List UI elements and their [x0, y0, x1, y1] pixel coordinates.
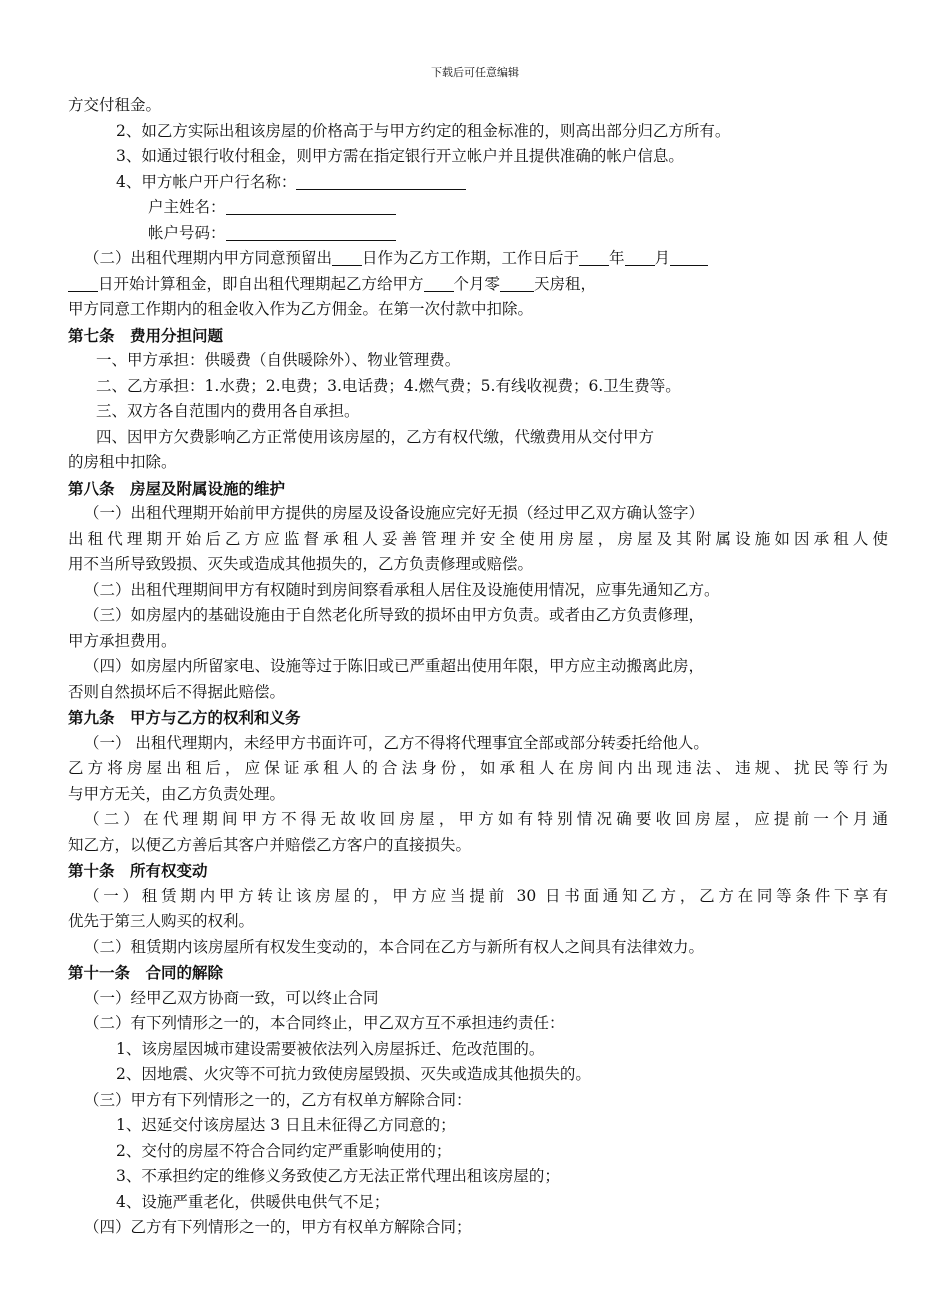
paragraph-line: （一）租赁期内甲方转让该房屋的，甲方应当提前 30 日书面通知乙方，乙方在同等条件下享有: [84, 886, 888, 905]
paragraph-line: （四）乙方有下列情形之一的，甲方有权单方解除合同；: [84, 1218, 472, 1236]
section-heading-11: 第十一条 合同的解除: [68, 963, 224, 982]
text-segment: 日作为乙方工作期，工作日后于: [362, 249, 580, 267]
page-header: 下载后可任意编辑: [431, 66, 519, 79]
paragraph-line: 的房租中扣除。: [68, 453, 177, 471]
section-heading-9: 第九条 甲方与乙方的权利和义务: [68, 708, 301, 727]
account-number-blank[interactable]: [226, 222, 396, 241]
paragraph-line: （三）如房屋内的基础设施由于自然老化所导致的损坏由甲方负责。或者由乙方负责修理，: [84, 606, 705, 624]
year-blank[interactable]: [579, 247, 609, 266]
bank-name-line: [68, 170, 888, 196]
day-blank-start[interactable]: [670, 247, 708, 266]
list-item: 3、不承担约定的维修义务致使乙方无法正常代理出租该房屋的；: [116, 1167, 560, 1185]
paragraph-line: （一）经甲乙双方协商一致，可以终止合同: [84, 988, 379, 1007]
work-days-blank[interactable]: [332, 247, 362, 266]
paragraph-line: 方交付租金。: [68, 96, 162, 114]
list-item: 1、该房屋因城市建设需要被依法列入房屋拆迁、危改范围的。: [116, 1039, 545, 1058]
paragraph-line: 用不当所导致毁损、灭失或造成其他损失的，乙方负责修理或赔偿。: [68, 555, 534, 573]
bank-name-blank[interactable]: [296, 171, 466, 190]
paragraph-line: （二）出租代理期间甲方有权随时到房间察看承租人居住及设施使用情况，应事先通知乙方。: [84, 580, 720, 599]
rent-start-line: [68, 272, 888, 298]
text-segment: 月: [654, 249, 671, 267]
paragraph-line: 2、如乙方实际出租该房屋的价格高于与甲方约定的租金标准的，则高出部分归乙方所有。: [116, 121, 731, 140]
paragraph-line: 优先于第三人购买的权利。: [68, 912, 255, 930]
paragraph-line: 乙方将房屋出租后，应保证承租人的合法身份，如承租人在房间内出现违法、违规、扰民等行为: [68, 759, 888, 777]
month-blank[interactable]: [625, 247, 655, 266]
account-holder-blank[interactable]: [226, 196, 396, 215]
paragraph-line: （一） 出租代理期内，未经甲方书面许可，乙方不得将代理事宜全部或部分转委托给他人。: [84, 733, 709, 752]
document-body: [68, 93, 888, 1241]
paragraph-line: 二、乙方承担：1.水费；2.电费；3.电话费；4.燃气费；5.有线收视费；6.卫生费等。: [96, 376, 681, 395]
text-segment: （二）出租代理期内甲方同意预留出: [84, 249, 333, 267]
text-segment: 个月零: [453, 274, 501, 293]
text-segment: 日开始计算租金，即自出租代理期起乙方给甲方: [98, 274, 424, 293]
account-number-label: 帐户号码：: [148, 223, 226, 242]
paragraph-line: （三）甲方有下列情形之一的，乙方有权单方解除合同：: [84, 1090, 472, 1109]
list-item: 4、设施严重老化，供暖供电供气不足；: [116, 1192, 390, 1211]
day-blank-end[interactable]: [68, 273, 98, 292]
paragraph-line: 四、因甲方欠费影响乙方正常使用该房屋的，乙方有权代缴，代缴费用从交付甲方: [96, 427, 655, 446]
paragraph-line: （二）有下列情形之一的，本合同终止，甲乙双方互不承担违约责任：: [84, 1014, 565, 1032]
paragraph-line: 3、如通过银行收付租金，则甲方需在指定银行开立帐户并且提供准确的帐户信息。: [116, 147, 684, 165]
paragraph-line: 出租代理期开始后乙方应监督承租人妥善管理并安全使用房屋，房屋及其附属设施如因承租人使: [68, 529, 888, 548]
work-period-line: [68, 246, 888, 272]
paragraph-line: （二）租赁期内该房屋所有权发生变动的，本合同在乙方与新所有权人之间具有法律效力。: [84, 937, 705, 956]
paragraph-line: 否则自然损坏后不得据此赔偿。: [68, 682, 286, 701]
section-heading-7: 第七条 费用分担问题: [68, 325, 224, 345]
section-heading-8: 第八条 房屋及附属设施的维护: [68, 478, 286, 498]
paragraph-line: （四）如房屋内所留家电、设施等过于陈旧或已严重超出使用年限，甲方应主动搬离此房，: [84, 657, 705, 675]
list-item: 2、因地震、火灾等不可抗力致使房屋毁损、灭失或造成其他损失的。: [116, 1065, 591, 1083]
months-blank[interactable]: [424, 273, 454, 292]
text-segment: 天房租，: [534, 274, 597, 293]
days-blank[interactable]: [500, 273, 534, 292]
paragraph-line: 知乙方，以便乙方善后其客户并赔偿乙方客户的直接损失。: [68, 835, 472, 854]
paragraph-line: 甲方承担费用。: [68, 631, 177, 650]
bank-name-label: 4、甲方帐户开户行名称：: [116, 172, 297, 191]
text-segment: 年: [609, 249, 625, 267]
account-number-line: [68, 221, 888, 247]
list-item: 2、交付的房屋不符合合同约定严重影响使用的；: [116, 1141, 452, 1160]
paragraph-line: 三、双方各自范围内的费用各自承担。: [96, 402, 360, 420]
list-item: 1、迟延交付该房屋达 3 日且未征得乙方同意的；: [116, 1116, 456, 1134]
account-holder-label: 户主姓名：: [148, 198, 226, 216]
paragraph-line: （二）在代理期间甲方不得无故收回房屋，甲方如有特别情况确要收回房屋，应提前一个月通: [84, 810, 888, 828]
paragraph-line: 甲方同意工作期内的租金收入作为乙方佣金。在第一次付款中扣除。: [68, 300, 534, 318]
paragraph-line: 与甲方无关，由乙方负责处理。: [68, 784, 286, 803]
paragraph-line: 一、甲方承担：供暖费（自供暖除外）、物业管理费。: [96, 351, 461, 369]
paragraph-line: （一）出租代理期开始前甲方提供的房屋及设备设施应完好无损（经过甲乙双方确认签字）: [84, 504, 705, 522]
account-holder-line: [68, 195, 888, 221]
section-heading-10: 第十条 所有权变动: [68, 861, 208, 880]
